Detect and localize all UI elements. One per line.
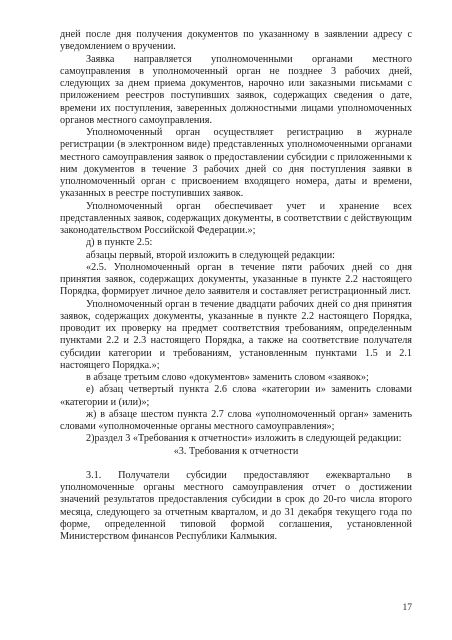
spacer <box>60 458 412 470</box>
paragraph-11: ж) в абзаце шестом пункта 2.7 слова «уполномоченный орган» заменить словами «уполномоченные органы местного самоуправления»; <box>60 408 412 432</box>
closing-paragraph: 3.1. Получатели субсидии предоставляют ежеквартально в уполномоченные органы местного самоуправления отчет о достижении значений результатов предоставления субсидии в срок до 20-го числа второго месяца, следующего за отчетным кварталом, и до 31 декабря текущего года по форме, определенной типовой формой соглашения, установленной Министерством финансов Республики Калмыкия. <box>60 469 412 542</box>
paragraph-1: дней после дня получения документов по указанному в заявлении адресу с уведомлением о вручении. <box>60 29 412 53</box>
paragraph-6: абзацы первый, второй изложить в следующей редакции: <box>86 249 335 261</box>
paragraph-3: Уполномоченный орган осуществляет регистрацию в журнале регистрации (в электронном виде) представленных уполномоченными органами местного самоуправления заявок о предоставлении субсидии с приложенными к ним документов в течение 3 рабочих дней со дня поступления заявки в уполномоченный орган с присвоением входящего номера, даты и времени, указанных в реестре поступивших заявок. <box>60 127 412 200</box>
paragraph-9: в абзаце третьим слово «документов» заменить словом «заявок»; <box>86 372 369 383</box>
paragraph-8: Уполномоченный орган в течение двадцати рабочих дней со дня принятия заявок, содержащих документы, указанные в пункте 2.2 настоящего Порядка, проводит их проверку на предмет соответствия требованиям, определенным пунктами 2.2 и 2.3 настоящего Порядка, а также на соответствие получателя субсидии категории и требованиям, установленным пунктами 1.5 и 2.1 настоящего Порядка.»; <box>60 298 412 371</box>
paragraph-12: 2)раздел 3 «Требования к отчетности» изложить в следующей редакции: <box>86 433 402 445</box>
section-heading: «3. Требования к отчетности <box>173 445 299 457</box>
page-number: 17 <box>402 603 412 613</box>
paragraph-4: Уполномоченный орган обеспечивает учет и хранение всех представленных заявок, содержащих документы, в соответствии с действующим законодательством Российской Федерации.»; <box>60 200 412 236</box>
paragraph-5: д) в пункте 2.5: <box>86 237 153 249</box>
paragraph-2: Заявка направляется уполномоченными органами местного самоуправления в уполномоченный орган не позднее 3 рабочих дней, следующих за днем приема документов, нарочно или заказными письмами с приложением реестров поступивших заявок, содержащих сведения о дате, времени их поступления, заверенных должностными лицами уполномоченных органов местного самоуправления. <box>60 53 412 126</box>
paragraph-10: е) абзац четвертый пункта 2.6 слова «категории и» заменить словами «категории и (или)»; <box>60 384 412 408</box>
paragraph-7: «2.5. Уполномоченный орган в течение пяти рабочих дней со дня принятия заявок, содержащих документы, указанные в пункте 2.2 настоящего Порядка, формирует личное дело заявителя и составляет регистрационный лист. <box>60 261 412 298</box>
